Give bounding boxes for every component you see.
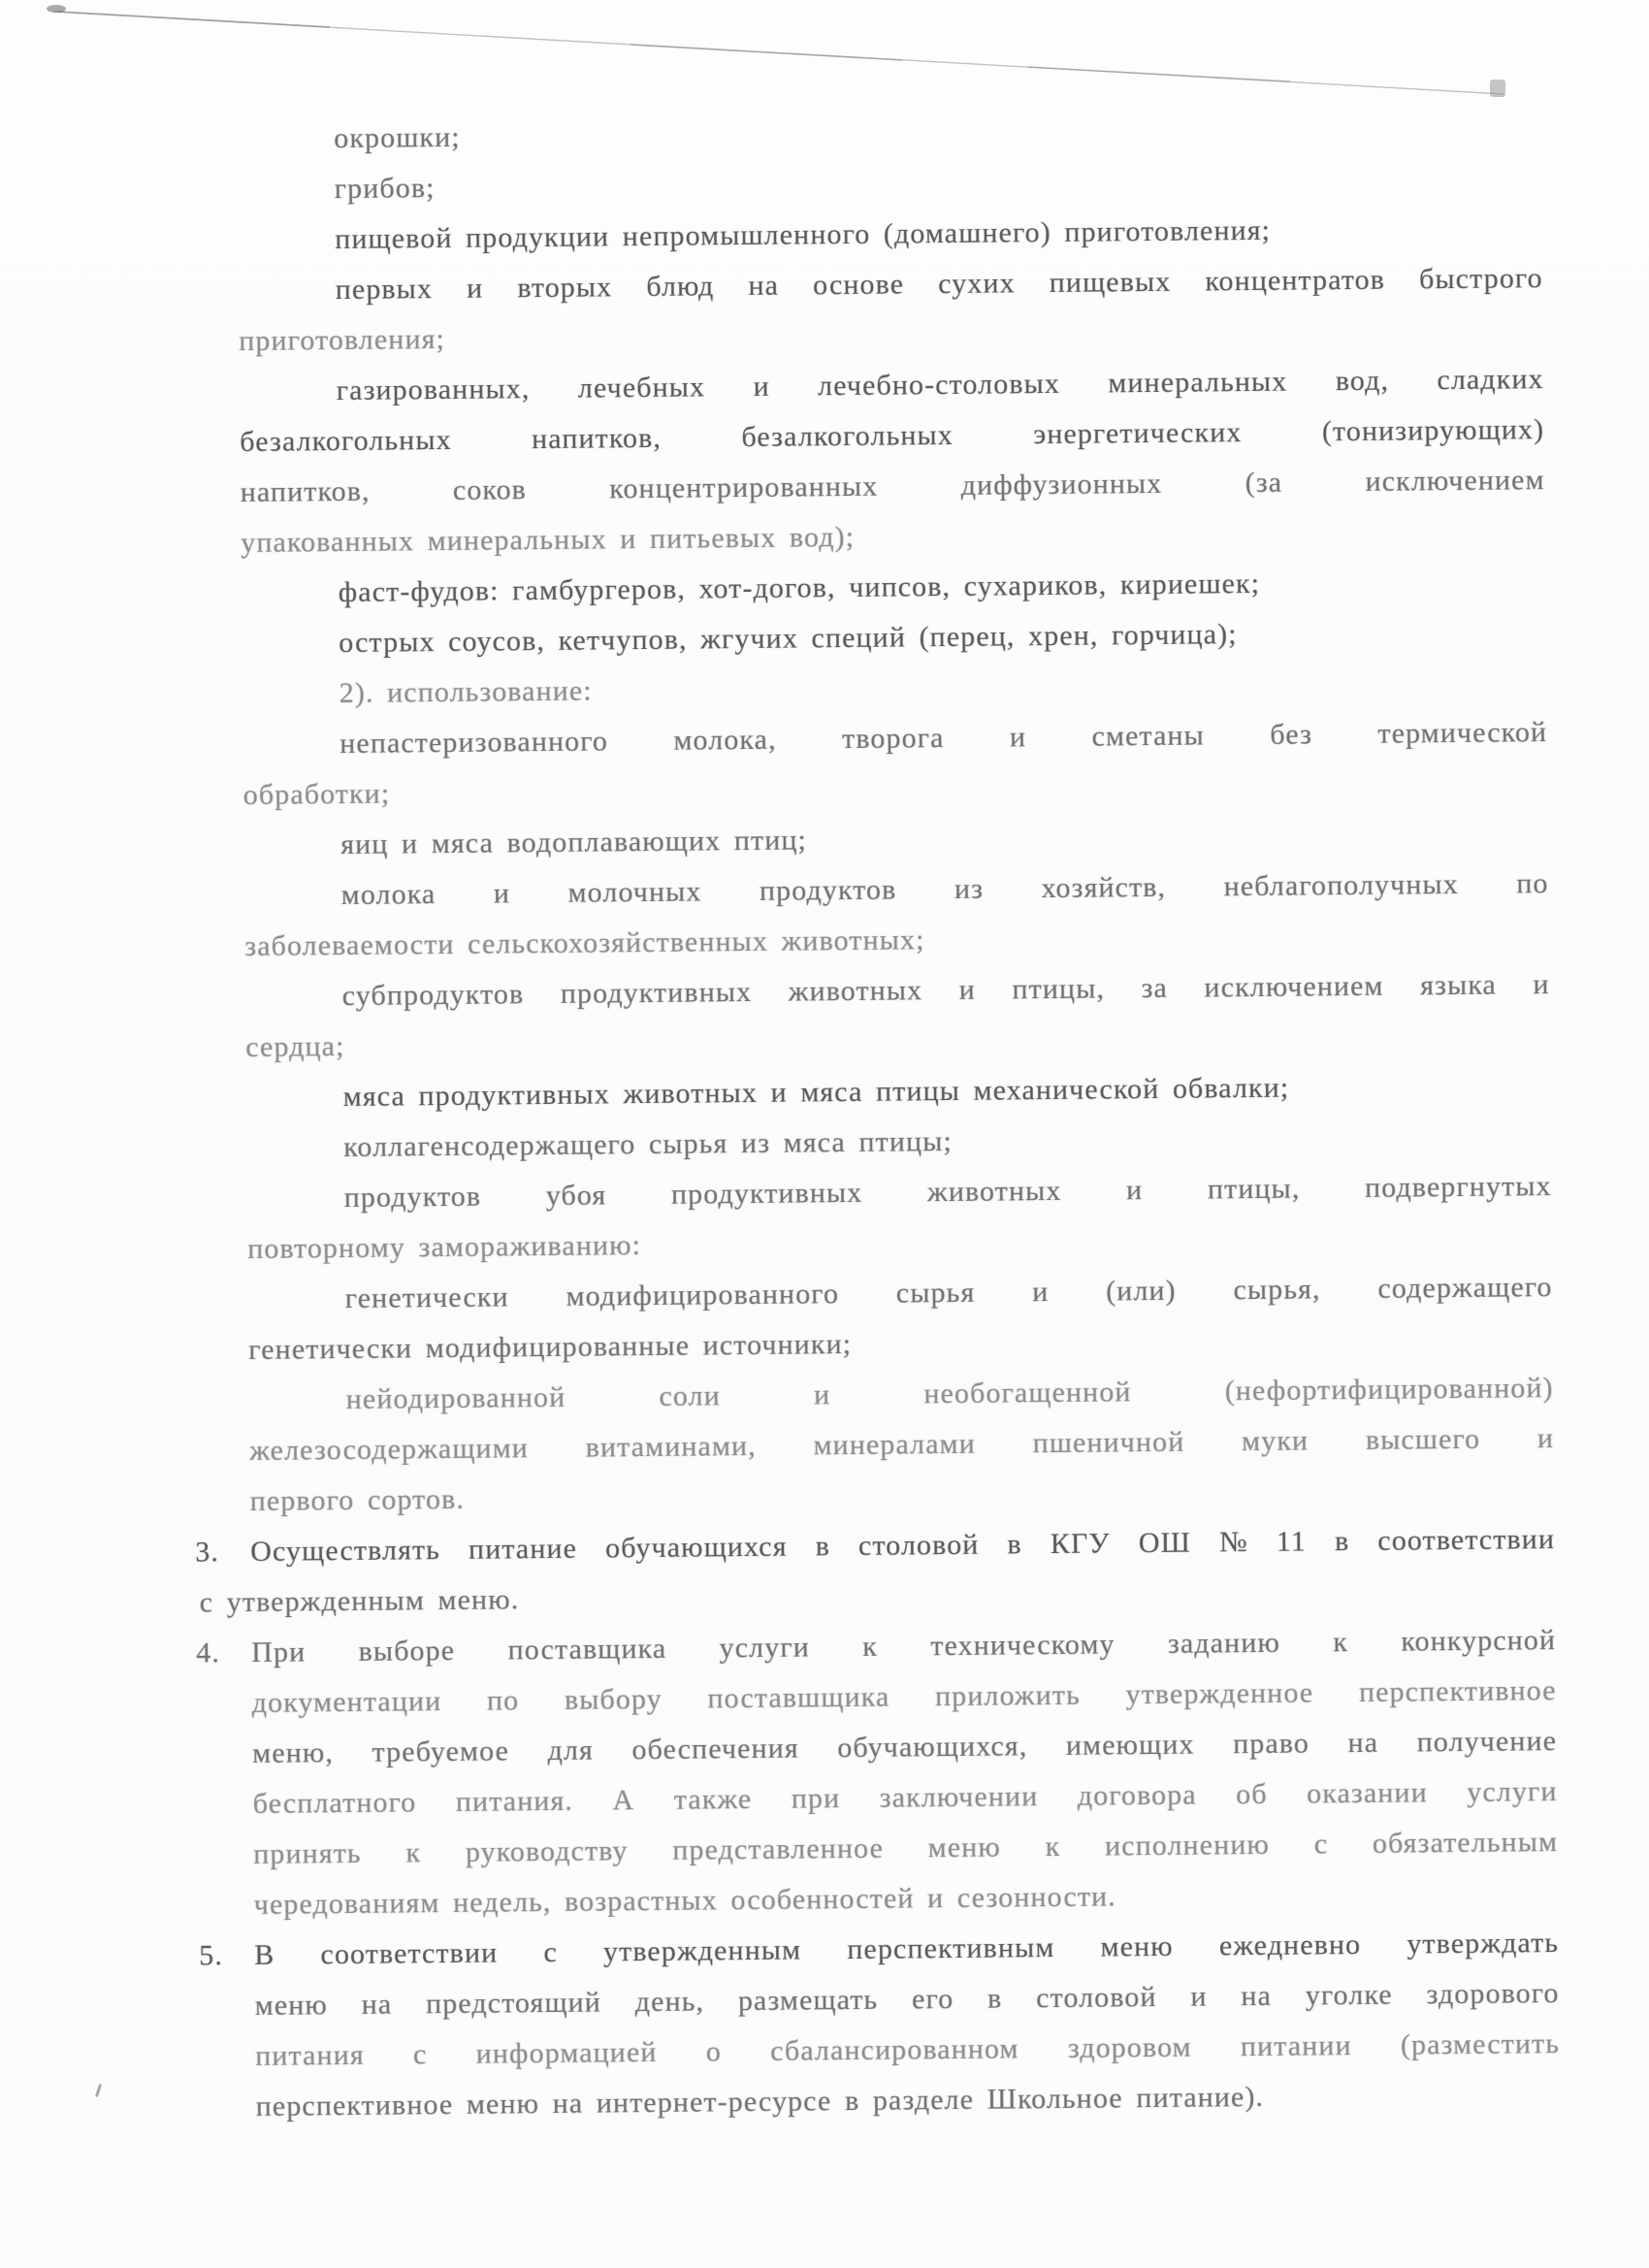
line-text: 2). использование: [339,674,593,710]
scan-edge-line-dark-segment [1028,67,1290,81]
line-text: документации по выбору поставшщика приложить утвержденное перспективное [251,1674,1557,1719]
line-text: сердца; [245,1029,345,1063]
line-text: упакованных минеральных и питьевых вод); [241,520,856,559]
line-text: принять к руководству представленное меню к исполнению с обязательным [253,1826,1559,1870]
line-text: обработки; [242,777,391,811]
line-text: генетически модифицированные источники; [248,1327,853,1366]
item-number: 5. [199,1939,224,1972]
line-text: мяса продуктивных животных и мяса птицы механической обвалки; [342,1071,1290,1113]
line-text: чередованиям недель, возрастных особенностей и сезонности. [253,1880,1117,1921]
text-block [195,102,1561,2132]
line-text: окрошки; [334,120,461,155]
line-text: коллагенсодержащего сырья из мяса птицы; [343,1124,954,1163]
scan-speck-top-right [1490,80,1505,97]
scan-edge-line-dark-segment [630,45,902,60]
line-text: меню, требуемое для обеспечения обучающихся, имеющих право на получение [252,1725,1558,1769]
scan-mark-apostrophe [95,2084,102,2097]
line-text: грибов; [334,172,436,206]
line-text: яиц и мяса водоплавающих птиц; [340,824,808,861]
line-text: первых и вторых блюд на основе сухих пищевых концентратов быстрого [335,262,1543,307]
line-text: первого сортов. [249,1482,466,1517]
line-text: молока и молочных продуктов из хозяйств, неблагополучных по [340,867,1549,912]
line-text: При выборе поставщика услуги к техническому заданию к конкурсной [251,1624,1557,1669]
item-number: 3. [195,1536,220,1569]
line-text: приготовления; [239,322,446,357]
line-text: железосодержащими витаминами, минералами пшеничной муки высшего и [249,1422,1555,1467]
line-text: напитков, соков концентрированных диффузионных (за исключением [240,464,1545,508]
item-number: 4. [196,1636,221,1669]
line-text: продуктов убоя продуктивных животных и птицы, подвергнутых [343,1170,1552,1214]
line-text: Осуществлять питание обучающихся в столовой в КГУ ОШ № 11 в соответствии [250,1523,1556,1568]
line-text: меню на предстоящий день, размещать его в столовой и на уголке здорового [254,1977,1560,2022]
line-text: острых соусов, кетчупов, жгучих специй (перец, хрен, горчица); [339,618,1238,660]
line-text: безалкогольных напитков, безалкогольных энергетических (тонизирующих) [240,413,1545,458]
line-text: с утвержденным меню. [199,1583,520,1619]
line-text: заболеваемости сельскохозяйственных животных; [244,923,925,962]
scan-edge-line-dark-segment [58,12,330,27]
line-text: субпродуктов продуктивных животных и птицы, за исключением языка и [341,968,1550,1012]
line-text: газированных, лечебных и лечебно-столовых минеральных вод, сладких [336,363,1544,407]
line-text: генетически модифицированного сырья и (или) сырья, содержащего [344,1271,1553,1314]
line-text: повторному замораживанию: [247,1229,642,1265]
line-text: фаст-фудов: гамбургеров, хот-догов, чипсов, сухариков, кириешек; [338,567,1261,609]
line-text: перспективное меню на интернет-ресурсе в разделе Школьное питание). [255,2080,1265,2122]
line-text: питания с информацией о сбалансированном здоровом питании (разместить [255,2026,1561,2072]
scan-edge-artifacts [0,0,1649,116]
scan-speck-top-left [47,5,66,13]
line-text: В соответствии с утвержденным перспективным меню ежедневно утверждать [254,1927,1560,1971]
line-text: пищевой продукции непромышленного (домашнего) приготовления; [335,213,1272,256]
line-text: нейодированной соли и необогащенной (нефортифицированной) [345,1372,1554,1415]
line-text: непастеризованного молока, творога и сметаны без термической [340,716,1548,761]
line-text: бесплатного питания. А также при заключении договора об оказании услуги [252,1775,1558,1820]
